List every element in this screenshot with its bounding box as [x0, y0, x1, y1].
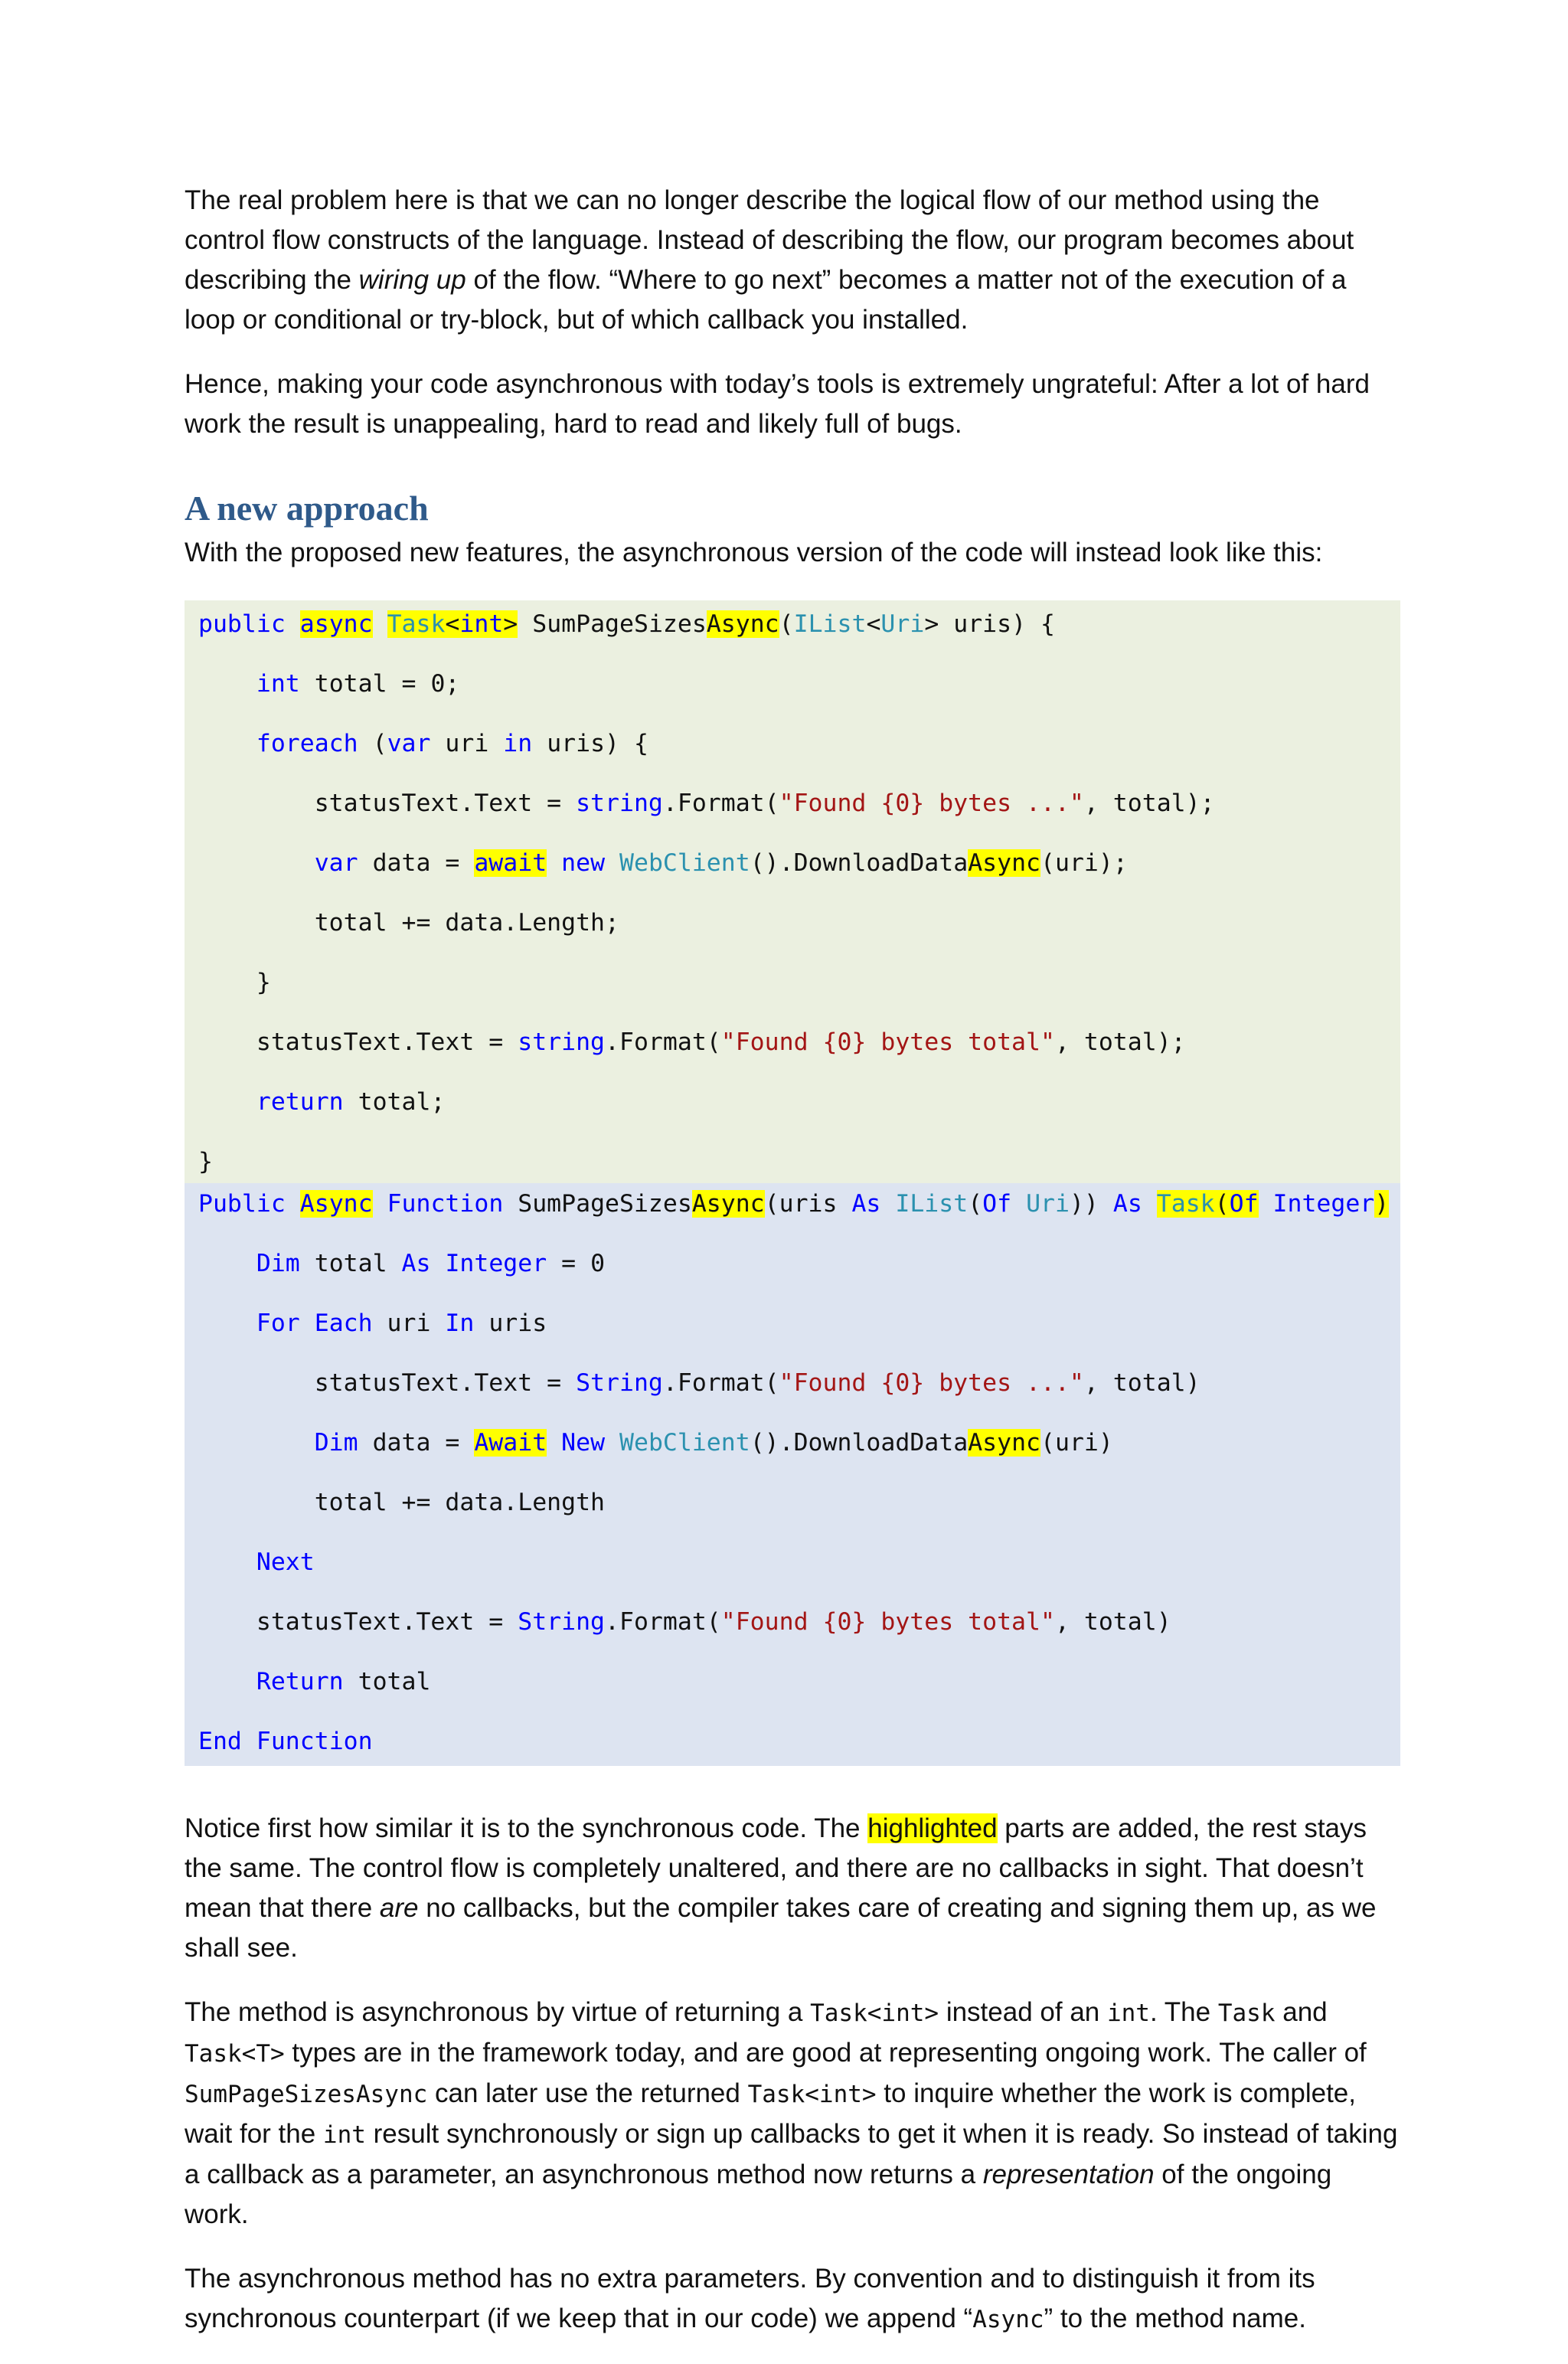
code-token: In — [445, 1310, 475, 1337]
code-token: .Format( — [662, 790, 779, 817]
code-line — [198, 848, 1387, 878]
code-indent — [198, 730, 256, 757]
code-token: ( — [779, 610, 794, 638]
code-token: Of — [1229, 1190, 1259, 1218]
code-token: (uri) — [1040, 1429, 1113, 1457]
code-token: New — [561, 1429, 606, 1457]
code-token: Integer — [1272, 1190, 1375, 1218]
text: result synchronously or sign up callbacks to get it when it is ready. So instead of taking a callback as a parameter, an asynchronous method now returns a — [185, 2119, 1398, 2189]
code-line — [198, 1727, 1387, 1757]
text: The method is asynchronous by virtue of returning a — [185, 1997, 811, 2027]
code-line — [198, 610, 1387, 639]
code-token: String — [518, 1608, 606, 1636]
section-heading: A new approach — [185, 489, 429, 528]
code-token: data = — [358, 849, 475, 877]
inline-code: Async — [972, 2306, 1044, 2333]
code-token: Function — [256, 1728, 373, 1755]
code-indent — [198, 1489, 315, 1516]
code-token: .Format( — [605, 1028, 721, 1056]
inline-code: Task — [1217, 1999, 1276, 2027]
code-token: IList — [793, 610, 867, 638]
code-token — [300, 1310, 315, 1337]
code-token: SumPageSizes — [518, 610, 707, 638]
code-token: .Format( — [662, 1369, 779, 1397]
code-indent — [198, 909, 315, 937]
code-token: ( — [1214, 1190, 1230, 1218]
code-token: statusText.Text = — [256, 1028, 518, 1056]
code-token: string — [518, 1028, 606, 1056]
code-token: , total); — [1054, 1028, 1186, 1056]
code-token: , total) — [1083, 1369, 1200, 1397]
code-token — [605, 849, 619, 877]
paragraph-naming-convention — [185, 2259, 1400, 2339]
code-token: As — [1112, 1190, 1142, 1218]
code-token: Each — [314, 1310, 373, 1337]
code-token: } — [198, 1148, 213, 1175]
code-string: "Found {0} bytes ..." — [779, 1369, 1084, 1397]
code-token: Async — [691, 1190, 765, 1218]
code-indent — [198, 1088, 256, 1116]
code-token: ) — [1374, 1190, 1390, 1218]
code-token — [605, 1429, 619, 1457]
code-token — [1011, 1190, 1026, 1218]
code-token: total = 0; — [299, 670, 460, 698]
code-token — [547, 849, 561, 877]
code-token: Task — [1156, 1190, 1215, 1218]
code-token: total — [299, 1250, 402, 1277]
code-token: data = — [358, 1429, 475, 1457]
code-token: As — [401, 1250, 431, 1277]
text: The real problem here is that we can no longer describe the logical flow of our method using the control flow constructs of the language. Instead of describing the flow, our program becomes about describing the — [185, 185, 1354, 295]
code-token — [430, 1250, 445, 1277]
code-indent — [198, 1668, 256, 1695]
code-token: total; — [343, 1088, 446, 1116]
intro-paragraph: With the proposed new features, the asynchronous version of the code will instead look like this: — [185, 538, 1323, 567]
code-line — [198, 1667, 1387, 1697]
code-token: Public — [198, 1190, 286, 1218]
code-token: Return — [256, 1668, 344, 1695]
inline-code: SumPageSizesAsync — [185, 2081, 428, 2108]
code-token: string — [576, 790, 663, 817]
document-page — [185, 181, 1400, 2364]
code-line — [198, 1087, 1387, 1117]
code-token: in — [503, 730, 533, 757]
code-token: uris — [474, 1310, 547, 1337]
inline-code: Task<int> — [747, 2081, 877, 2108]
emphasis-text: are — [379, 1893, 419, 1923]
code-line — [198, 789, 1387, 819]
code-token: String — [576, 1369, 663, 1397]
text: Notice first how similar it is to the synchronous code. The — [185, 1813, 868, 1843]
code-token: statusText.Text = — [256, 1608, 518, 1636]
code-token — [880, 1190, 895, 1218]
code-indent — [198, 1028, 256, 1056]
code-token: = 0 — [547, 1250, 606, 1277]
text: to inquire whether the work is complete, wait for the — [185, 2078, 1356, 2149]
code-token: > uris) { — [924, 610, 1055, 638]
code-indent — [198, 1250, 256, 1277]
code-token — [286, 1190, 300, 1218]
code-indent — [198, 1548, 256, 1576]
text: instead of an — [939, 1997, 1107, 2027]
code-line — [198, 1189, 1390, 1219]
code-token: ().DownloadData — [750, 849, 969, 877]
code-indent — [198, 1608, 256, 1636]
csharp-code-block — [185, 600, 1400, 1183]
code-token: Dim — [256, 1250, 300, 1277]
text: no callbacks, but the compiler takes care of creating and signing them up, as we shall see. — [185, 1893, 1377, 1963]
code-token: Await — [474, 1429, 547, 1457]
text: parts are added, the rest stays the same. The control flow is completely unaltered, and there are no callbacks in sight. That doesn’t mean that there — [185, 1813, 1367, 1923]
code-token: > — [503, 610, 518, 638]
code-token: uri — [372, 1310, 446, 1337]
text: can later use the returned — [427, 2078, 748, 2108]
code-token: IList — [895, 1190, 969, 1218]
code-token: As — [851, 1190, 881, 1218]
code-token: , total); — [1083, 790, 1215, 817]
vb-code-block — [185, 1183, 1400, 1766]
inline-code: int — [322, 2121, 366, 2149]
emphasis-text: wiring up — [358, 265, 466, 295]
code-token: var — [314, 849, 358, 877]
code-token — [1259, 1190, 1273, 1218]
code-indent — [198, 1429, 315, 1457]
code-token: )) — [1069, 1190, 1113, 1218]
code-token — [373, 1190, 387, 1218]
code-line — [198, 669, 1387, 699]
code-token: ( — [968, 1190, 983, 1218]
code-token: .Format( — [605, 1608, 721, 1636]
code-token: public — [198, 610, 286, 638]
code-token: Task — [387, 610, 446, 638]
inline-code: Task<int> — [810, 1999, 939, 2027]
code-line — [198, 1548, 1387, 1578]
code-token: SumPageSizes — [503, 1190, 692, 1218]
code-token: await — [474, 849, 547, 877]
code-line — [198, 729, 1387, 759]
text: types are in the framework today, and are good at representing ongoing work. The caller of — [284, 2038, 1367, 2068]
code-token: ( — [358, 730, 387, 757]
code-token: total — [343, 1668, 431, 1695]
code-token: Next — [256, 1548, 315, 1576]
code-indent — [198, 790, 315, 817]
code-indent — [198, 1369, 315, 1397]
code-token: For — [256, 1310, 300, 1337]
code-string: "Found {0} bytes ..." — [779, 790, 1084, 817]
code-token: (uris — [764, 1190, 852, 1218]
code-token: Async — [968, 1429, 1041, 1457]
code-token: < — [866, 610, 881, 638]
code-token — [373, 610, 387, 638]
emphasis-text: representation — [982, 2160, 1155, 2189]
code-line — [198, 1368, 1387, 1398]
paragraph-similarity — [185, 1809, 1400, 1968]
code-token: End — [198, 1728, 242, 1755]
code-token: var — [387, 730, 431, 757]
code-line — [198, 1428, 1387, 1458]
text: of the flow. “Where to go next” becomes a matter not of the execution of a loop or conditional or try-block, but of which callback you installed. — [185, 265, 1347, 335]
code-string: "Found {0} bytes total" — [720, 1608, 1055, 1636]
text: . The — [1149, 1997, 1218, 2027]
code-token: WebClient — [619, 1429, 750, 1457]
code-line — [198, 1147, 1387, 1177]
code-indent — [198, 849, 315, 877]
code-token: Async — [706, 610, 779, 638]
code-indent — [198, 1310, 256, 1337]
code-line — [198, 1488, 1387, 1518]
code-token: new — [561, 849, 606, 877]
code-line — [198, 1309, 1387, 1339]
text: and — [1275, 1997, 1328, 2027]
code-token: Async — [968, 849, 1041, 877]
code-token: uris) { — [532, 730, 648, 757]
code-token: return — [256, 1088, 344, 1116]
code-token — [242, 1728, 256, 1755]
code-line — [198, 1607, 1387, 1637]
code-token: Uri — [1026, 1190, 1070, 1218]
code-token: async — [299, 610, 373, 638]
code-line — [198, 1028, 1387, 1058]
code-indent — [198, 670, 256, 698]
code-token: int — [256, 670, 300, 698]
code-token: < — [445, 610, 460, 638]
code-token: Async — [299, 1190, 373, 1218]
code-token — [1142, 1190, 1157, 1218]
paragraph-task-return — [185, 1993, 1400, 2235]
paragraph-ungrateful: Hence, making your code asynchronous with today’s tools is extremely ungrateful: After a lot of hard work the result is unappealing, hard to read and likely full of bugs. — [185, 369, 1370, 439]
code-token — [547, 1429, 561, 1457]
text: of the ongoing work. — [185, 2160, 1332, 2229]
code-line — [198, 908, 1387, 938]
code-token: } — [256, 969, 271, 996]
inline-code: Task<T> — [185, 2040, 285, 2068]
code-token — [286, 610, 300, 638]
code-token: foreach — [256, 730, 358, 757]
code-token: (uri); — [1040, 849, 1128, 877]
code-token: statusText.Text = — [314, 1369, 577, 1397]
code-token: ().DownloadData — [750, 1429, 969, 1457]
code-line — [198, 968, 1387, 998]
paragraph-control-flow — [185, 181, 1400, 340]
text: The asynchronous method has no extra parameters. By convention and to distinguish it from its synchronous counterpart (if we keep that in our code) we append “ — [185, 2264, 1315, 2333]
code-token: Integer — [445, 1250, 547, 1277]
code-token: Function — [387, 1190, 504, 1218]
code-token: statusText.Text = — [314, 790, 577, 817]
code-token: total += data.Length; — [314, 909, 619, 937]
code-token: total += data.Length — [314, 1489, 606, 1516]
code-token: uri — [430, 730, 504, 757]
text: ” to the method name. — [1044, 2304, 1306, 2333]
code-indent — [198, 969, 256, 996]
code-token: Uri — [880, 610, 925, 638]
code-token: Dim — [314, 1429, 358, 1457]
code-token: WebClient — [619, 849, 750, 877]
highlighted-text: highlighted — [867, 1813, 998, 1843]
code-string: "Found {0} bytes total" — [720, 1028, 1055, 1056]
code-token: Of — [982, 1190, 1012, 1218]
code-line — [198, 1249, 1387, 1279]
code-token: int — [459, 610, 504, 638]
inline-code: int — [1106, 1999, 1150, 2027]
code-token: , total) — [1054, 1608, 1171, 1636]
